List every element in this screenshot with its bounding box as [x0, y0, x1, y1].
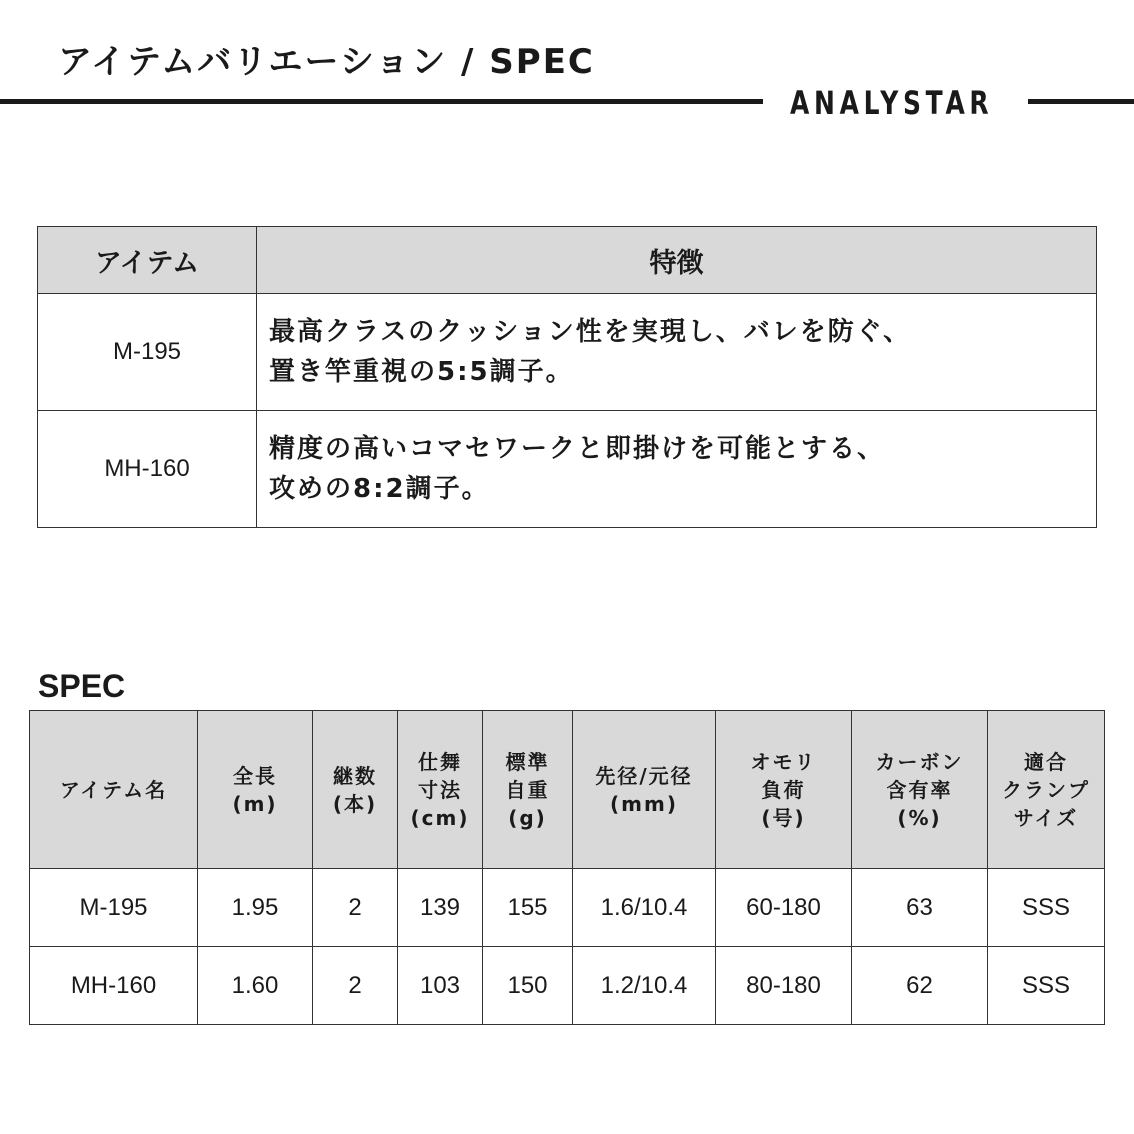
spec-cell-weight: 155 — [483, 869, 573, 947]
table-row — [38, 294, 1097, 411]
feature-item-name: M-195 — [38, 294, 257, 411]
spec-cell-diameter: 1.2/10.4 — [573, 947, 716, 1025]
feature-item-name: MH-160 — [38, 411, 257, 528]
spec-cell-clamp: SSS — [988, 947, 1105, 1025]
spec-cell-pieces: 2 — [313, 947, 398, 1025]
spec-header-pieces: 継数 (本) — [313, 711, 398, 869]
features-header-feature: 特徴 — [257, 227, 1097, 294]
features-table — [37, 226, 1097, 528]
spec-header-item-name: アイテム名 — [30, 711, 198, 869]
feature-line: 最高クラスのクッション性を実現し、バレを防ぐ、 — [269, 317, 912, 347]
spec-cell-diameter: 1.6/10.4 — [573, 869, 716, 947]
spec-cell-item-name: M-195 — [30, 869, 198, 947]
spec-heading: SPEC — [38, 668, 126, 704]
spec-header-carbon-content: カーボン 含有率 (%) — [852, 711, 988, 869]
spec-header-weight: 標準 自重 (g) — [483, 711, 573, 869]
spec-table — [29, 710, 1105, 1025]
feature-description — [257, 294, 1097, 411]
header-rule-right — [1028, 99, 1134, 104]
spec-header-clamp-size: 適合 クランプ サイズ — [988, 711, 1105, 869]
feature-description — [257, 411, 1097, 528]
spec-header-sinker-load: オモリ 負荷 (号) — [716, 711, 852, 869]
feature-line: 置き竿重視の5:5調子。 — [269, 357, 574, 387]
spec-cell-pieces: 2 — [313, 869, 398, 947]
spec-cell-weight: 150 — [483, 947, 573, 1025]
header-rule-left — [0, 99, 763, 104]
brand-logo: ANALYSTAR — [790, 84, 994, 122]
features-header-item: アイテム — [38, 227, 257, 294]
spec-header-length: 全長 (m) — [198, 711, 313, 869]
spec-cell-closed-length: 139 — [398, 869, 483, 947]
spec-header-tip-butt-diameter: 先径/元径 (mm) — [573, 711, 716, 869]
spec-cell-sinker-load: 60-180 — [716, 869, 852, 947]
feature-line: 精度の高いコマセワークと即掛けを可能とする、 — [269, 434, 886, 464]
spec-cell-length: 1.95 — [198, 869, 313, 947]
spec-header-closed-length: 仕舞 寸法 (cm) — [398, 711, 483, 869]
spec-cell-carbon: 62 — [852, 947, 988, 1025]
table-row — [38, 411, 1097, 528]
spec-cell-carbon: 63 — [852, 869, 988, 947]
page-title: アイテムバリエーション / SPEC — [58, 42, 595, 82]
spec-cell-clamp: SSS — [988, 869, 1105, 947]
spec-cell-closed-length: 103 — [398, 947, 483, 1025]
spec-cell-sinker-load: 80-180 — [716, 947, 852, 1025]
table-row — [30, 869, 1105, 947]
table-row — [30, 947, 1105, 1025]
feature-line: 攻めの8:2調子。 — [269, 474, 490, 504]
spec-cell-length: 1.60 — [198, 947, 313, 1025]
features-header-row — [38, 227, 1097, 294]
spec-header-row — [30, 711, 1105, 869]
spec-cell-item-name: MH-160 — [30, 947, 198, 1025]
